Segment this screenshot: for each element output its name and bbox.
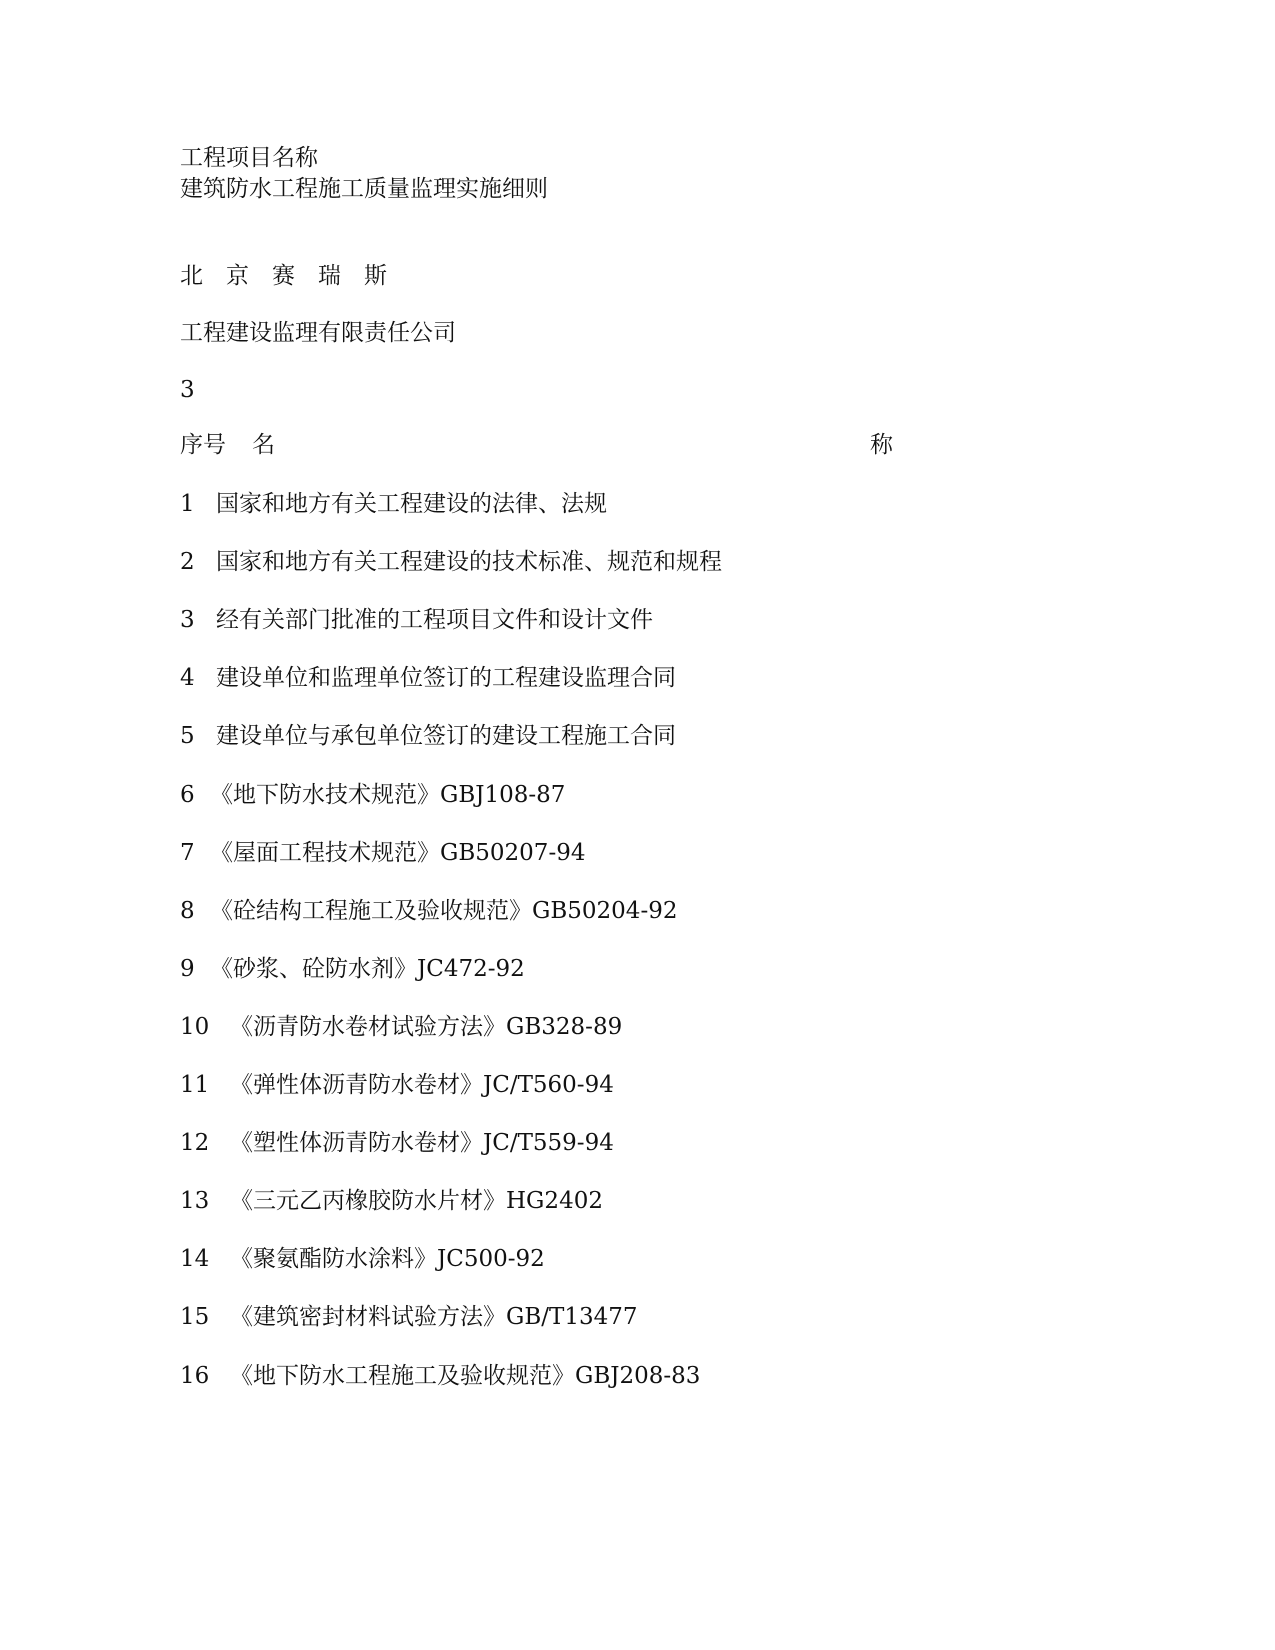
header-name-part1: 名 [252,432,275,458]
list-item-text: 《砂浆、砼防水剂》JC472-92 [210,956,525,982]
list-item-text: 《建筑密封材料试验方法》GB/T13477 [230,1304,638,1330]
document-title: 建筑防水工程施工质量监理实施细则 [180,176,548,202]
list-item-number: 8 [180,898,195,924]
list-item-number: 13 [180,1188,210,1214]
list-item-text: 《地下防水工程施工及验收规范》GBJ208-83 [230,1363,701,1389]
list-item-text: 《三元乙丙橡胶防水片材》HG2402 [230,1188,603,1214]
list-item-text: 《塑性体沥青防水卷材》JC/T559-94 [230,1130,614,1156]
list-item-number: 12 [180,1130,210,1156]
document-page [180,0,1180,1650]
list-item-number: 9 [180,956,195,982]
company-name-line2: 工程建设监理有限责任公司 [180,320,456,346]
list-item-number: 11 [180,1072,210,1098]
company-name-line1: 北 京 赛 瑞 斯 [180,263,387,289]
list-item-text: 《弹性体沥青防水卷材》JC/T560-94 [230,1072,614,1098]
page-number: 3 [180,377,195,403]
list-item-number: 16 [180,1363,210,1389]
list-item-number: 15 [180,1304,210,1330]
header-number: 序号 [180,432,226,458]
header-name-part2: 称 [870,432,893,458]
list-item-number: 10 [180,1014,210,1040]
list-item-text: 《屋面工程技术规范》GB50207-94 [210,840,586,866]
list-item-text: 国家和地方有关工程建设的技术标准、规范和规程 [216,549,722,575]
list-item-number: 4 [180,665,195,691]
list-item-text: 建设单位和监理单位签订的工程建设监理合同 [216,665,676,691]
list-item-number: 1 [180,491,195,517]
list-item-text: 建设单位与承包单位签订的建设工程施工合同 [216,723,676,749]
list-item-text: 经有关部门批准的工程项目文件和设计文件 [216,607,653,633]
project-name-label: 工程项目名称 [180,145,318,171]
list-item-number: 7 [180,840,195,866]
list-item-text: 国家和地方有关工程建设的法律、法规 [216,491,607,517]
list-item-text: 《砼结构工程施工及验收规范》GB50204-92 [210,898,678,924]
list-item-number: 5 [180,723,195,749]
list-item-number: 14 [180,1246,210,1272]
list-item-text: 《地下防水技术规范》GBJ108-87 [210,782,566,808]
list-item-number: 6 [180,782,195,808]
list-item-text: 《沥青防水卷材试验方法》GB328-89 [230,1014,623,1040]
list-item-text: 《聚氨酯防水涂料》JC500-92 [230,1246,545,1272]
list-item-number: 2 [180,549,195,575]
list-item-number: 3 [180,607,195,633]
